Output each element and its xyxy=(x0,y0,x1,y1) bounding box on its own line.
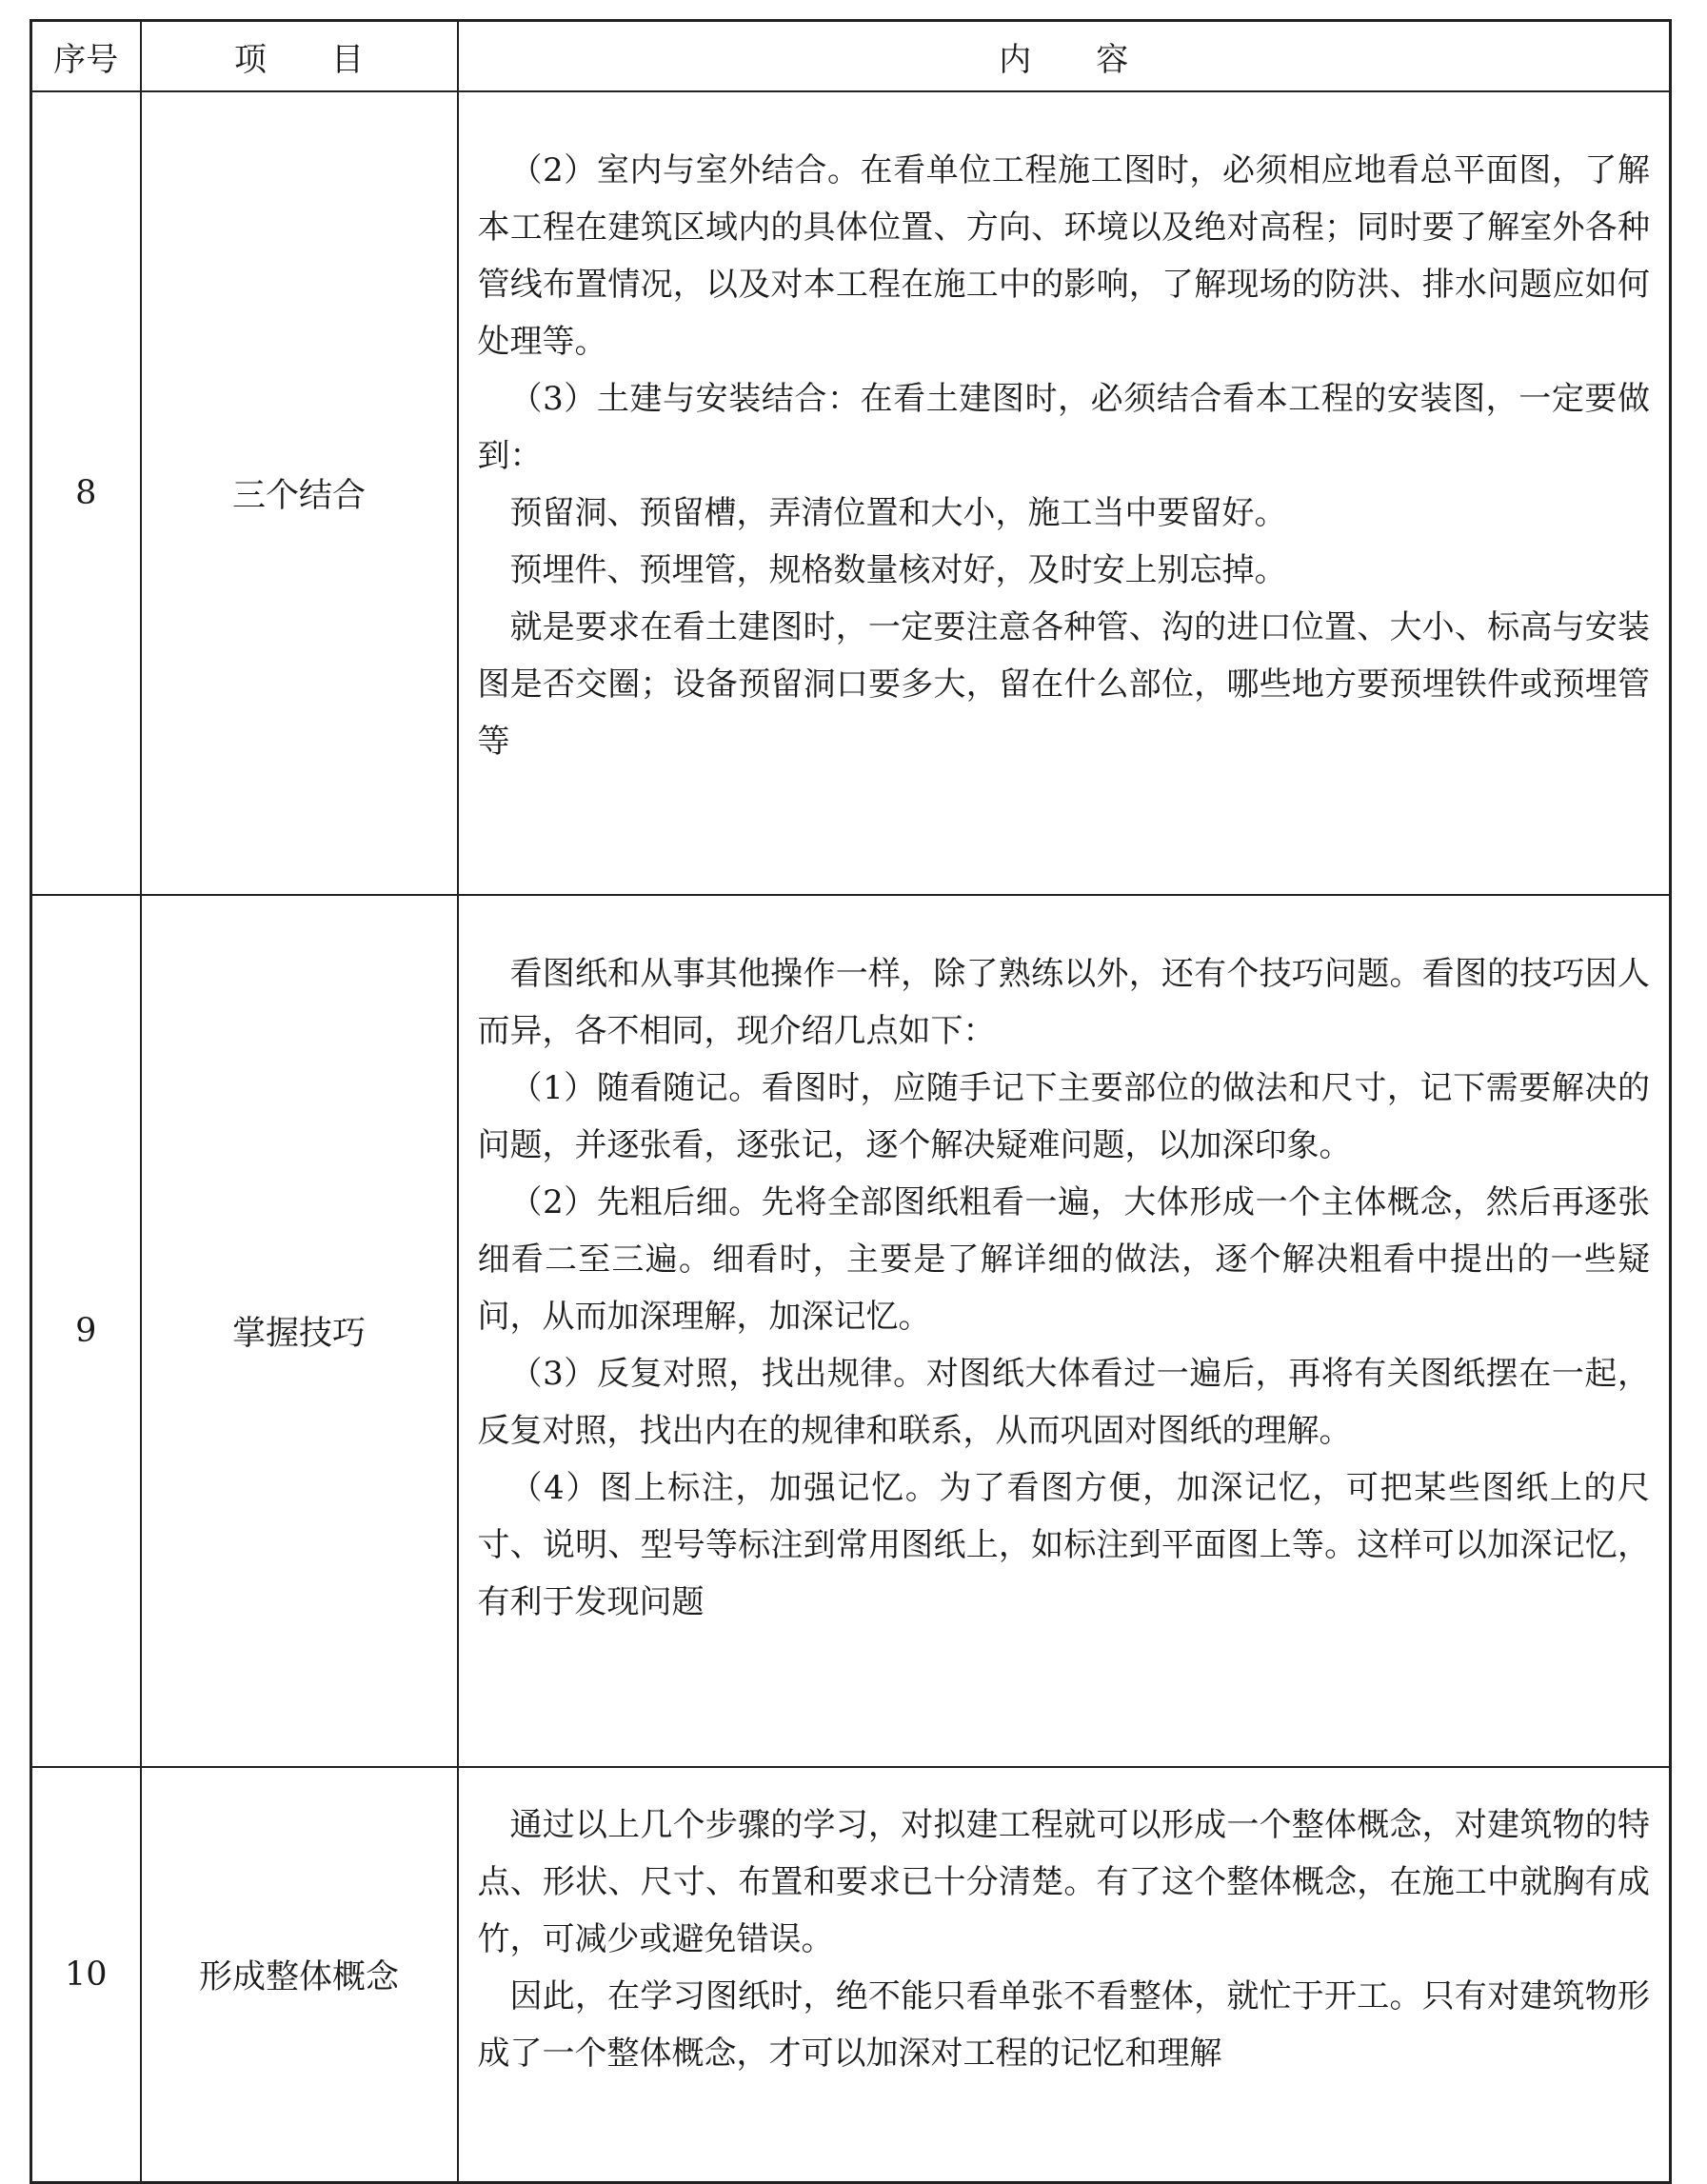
row-item: 形成整体概念 xyxy=(141,1767,458,2183)
header-item: 项 目 xyxy=(141,21,458,92)
paragraph: 就是要求在看土建图时，一定要注意各种管、沟的进口位置、大小、标高与安装图是否交圈；设备预留洞口要多大，留在什么部位，哪些地方要预埋铁件或预埋管等 xyxy=(477,608,1650,761)
row-content xyxy=(458,1767,1671,2183)
paragraph: （2）先粗后细。先将全部图纸粗看一遍，大体形成一个主体概念，然后再逐张细看二至三遍。细看时，主要是了解详细的做法，逐个解决粗看中提出的一些疑问，从而加深理解，加深记忆。 xyxy=(477,1183,1650,1336)
paragraph: （3）反复对照，找出规律。对图纸大体看过一遍后，再将有关图纸摆在一起，反复对照，找出内在的规律和联系，从而巩固对图纸的理解。 xyxy=(477,1355,1650,1450)
row-number: 8 xyxy=(31,91,141,895)
paragraph: 因此，在学习图纸时，绝不能只看单张不看整体，就忙于开工。只有对建筑物形成了一个整体概念，才可以加深对工程的记忆和理解 xyxy=(477,1977,1650,2073)
paragraph: （1）随看随记。看图时，应随手记下主要部位的做法和尺寸，记下需要解决的问题，并逐张看，逐张记，逐个解决疑难问题，以加深印象。 xyxy=(477,1069,1650,1164)
header-no: 序号 xyxy=(31,21,141,92)
header-content: 内 容 xyxy=(458,21,1671,92)
paragraph: （4）图上标注，加强记忆。为了看图方便，加深记忆，可把某些图纸上的尺寸、说明、型号等标注到常用图纸上，如标注到平面图上等。这样可以加深记忆，有利于发现问题 xyxy=(477,1469,1650,1621)
row-content xyxy=(458,91,1671,895)
row-number: 9 xyxy=(31,895,141,1767)
row-item: 掌握技巧 xyxy=(141,895,458,1767)
paragraph: 预埋件、预埋管，规格数量核对好，及时安上别忘掉。 xyxy=(509,551,1287,589)
paragraph: 看图纸和从事其他操作一样，除了熟练以外，还有个技巧问题。看图的技巧因人而异，各不相同，现介绍几点如下： xyxy=(477,955,1650,1050)
content-table xyxy=(30,19,1672,2184)
paragraph: （3）土建与安装结合：在看土建图时，必须结合看本工程的安装图，一定要做到： xyxy=(477,380,1650,475)
paragraph: 通过以上几个步骤的学习，对拟建工程就可以形成一个整体概念，对建筑物的特点、形状、尺寸、布置和要求已十分清楚。有了这个整体概念，在施工中就胸有成竹，可减少或避免错误。 xyxy=(477,1806,1650,1958)
table-row xyxy=(31,1767,1671,2183)
row-content xyxy=(458,895,1671,1767)
paragraph: 预留洞、预留槽，弄清位置和大小，施工当中要留好。 xyxy=(509,494,1287,532)
row-item: 三个结合 xyxy=(141,91,458,895)
row-number: 10 xyxy=(31,1767,141,2183)
paragraph: （2）室内与室外结合。在看单位工程施工图时，必须相应地看总平面图，了解本工程在建筑区域内的具体位置、方向、环境以及绝对高程；同时要了解室外各种管线布置情况，以及对本工程在施工中的影响，了解现场的防洪、排水问题应如何处理等。 xyxy=(477,151,1650,361)
document-page xyxy=(30,19,1672,2184)
table-row xyxy=(31,91,1671,895)
table-header-row xyxy=(31,21,1671,92)
table-row xyxy=(31,895,1671,1767)
